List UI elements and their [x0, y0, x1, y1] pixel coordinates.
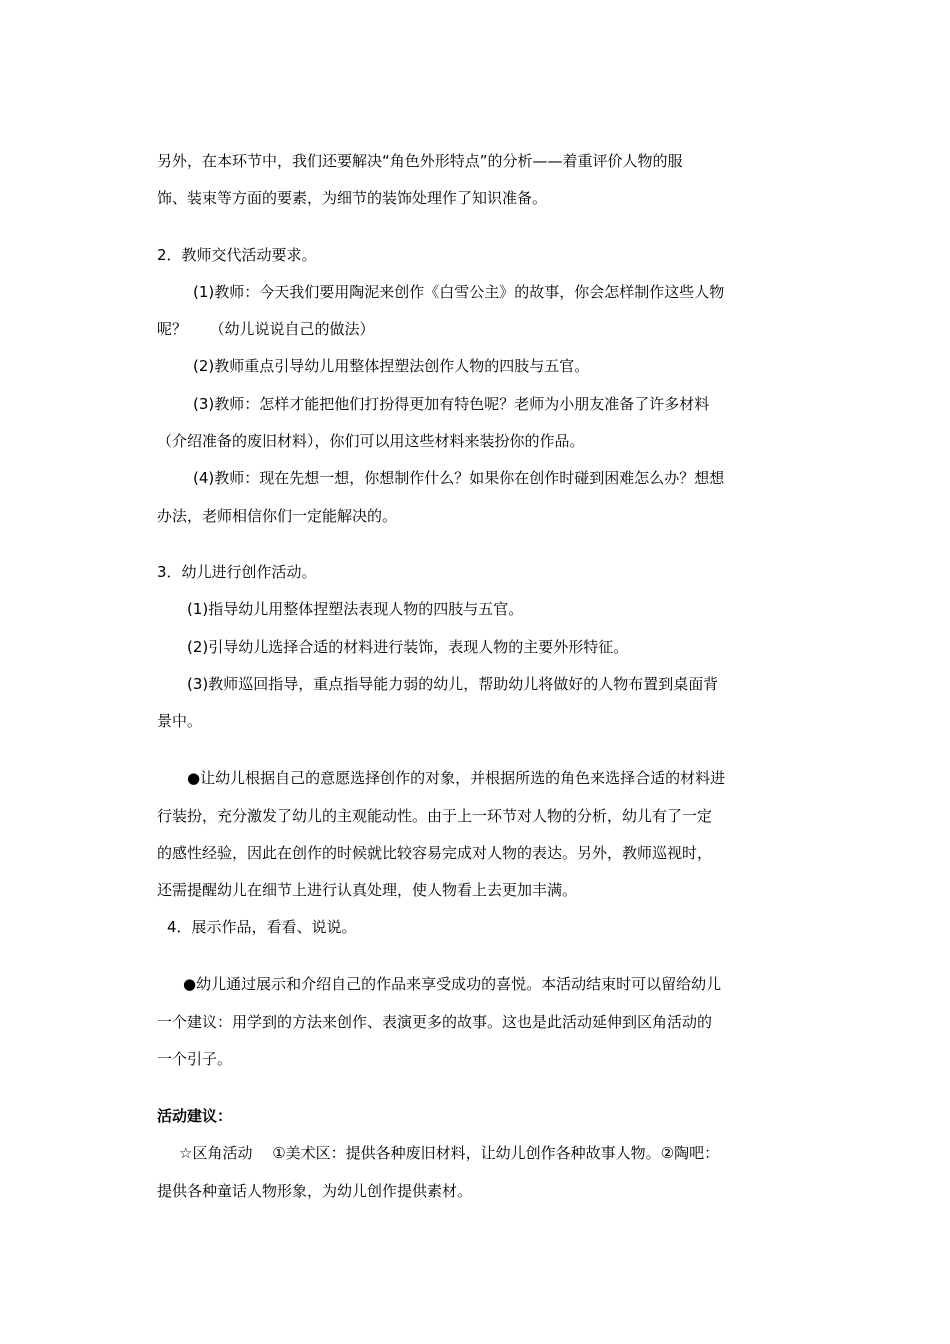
paragraph-line: 行装扮，充分激发了幼儿的主观能动性。由于上一环节对人物的分析，幼儿有了一定 [157, 807, 713, 825]
section-heading: 3．幼儿进行创作活动。 [157, 563, 317, 581]
paragraph-line: 一个建议：用学到的方法来创作、表演更多的故事。这也是此活动延伸到区角活动的 [157, 1013, 713, 1031]
paragraph-line: 办法，老师相信你们一定能解决的。 [157, 507, 398, 525]
list-item: (3)教师巡回指导，重点指导能力弱的幼儿，帮助幼儿将做好的人物布置到桌面背 [187, 675, 719, 693]
paragraph-line: （介绍准备的废旧材料），你们可以用这些材料来装扮你的作品。 [157, 432, 585, 450]
list-item: (2)引导幼儿选择合适的材料进行装饰，表现人物的主要外形特征。 [187, 638, 629, 656]
paragraph-line: 呢？ （幼儿说说自己的做法） [157, 320, 375, 338]
list-item: (3)教师：怎样才能把他们打扮得更加有特色呢？老师为小朋友准备了许多材料 [193, 395, 710, 413]
paragraph-line: 景中。 [157, 712, 203, 730]
section-heading: 4．展示作品，看看、说说。 [167, 918, 357, 936]
list-item: (2)教师重点引导幼儿用整体捏塑法创作人物的四肢与五官。 [193, 357, 590, 375]
paragraph-line: 另外，在本环节中，我们还要解决“角色外形特点”的分析——着重评价人物的服 [157, 152, 683, 170]
list-item: (4)教师：现在先想一想，你想制作什么？如果你在创作时碰到困难怎么办？想想 [193, 469, 725, 487]
list-item: (1)指导幼儿用整体捏塑法表现人物的四肢与五官。 [187, 600, 524, 618]
activity-suggestion-heading: 活动建议： [157, 1107, 233, 1125]
paragraph-line: 饰、装束等方面的要素，为细节的装饰处理作了知识准备。 [157, 189, 548, 207]
section-heading: 2．教师交代活动要求。 [157, 246, 317, 264]
paragraph-line: ☆区角活动 ①美术区：提供各种废旧材料，让幼儿创作各种故事人物。②陶吧： [179, 1144, 720, 1162]
paragraph-line: 一个引子。 [157, 1050, 233, 1068]
paragraph-line: 提供各种童话人物形象，为幼儿创作提供素材。 [157, 1182, 473, 1200]
list-item: (1)教师：今天我们要用陶泥来创作《白雪公主》的故事，你会怎样制作这些人物 [193, 283, 725, 301]
bullet-paragraph-line: ●让幼儿根据自己的意愿选择创作的对象，并根据所选的角色来选择合适的材料进 [187, 769, 726, 787]
paragraph-line: 还需提醒幼儿在细节上进行认真处理，使人物看上去更加丰满。 [157, 881, 578, 899]
paragraph-line: 的感性经验，因此在创作的时候就比较容易完成对人物的表达。另外，教师巡视时， [157, 844, 713, 862]
bullet-paragraph-line: ●幼儿通过展示和介绍自己的作品来享受成功的喜悦。本活动结束时可以留给幼儿 [183, 975, 722, 993]
